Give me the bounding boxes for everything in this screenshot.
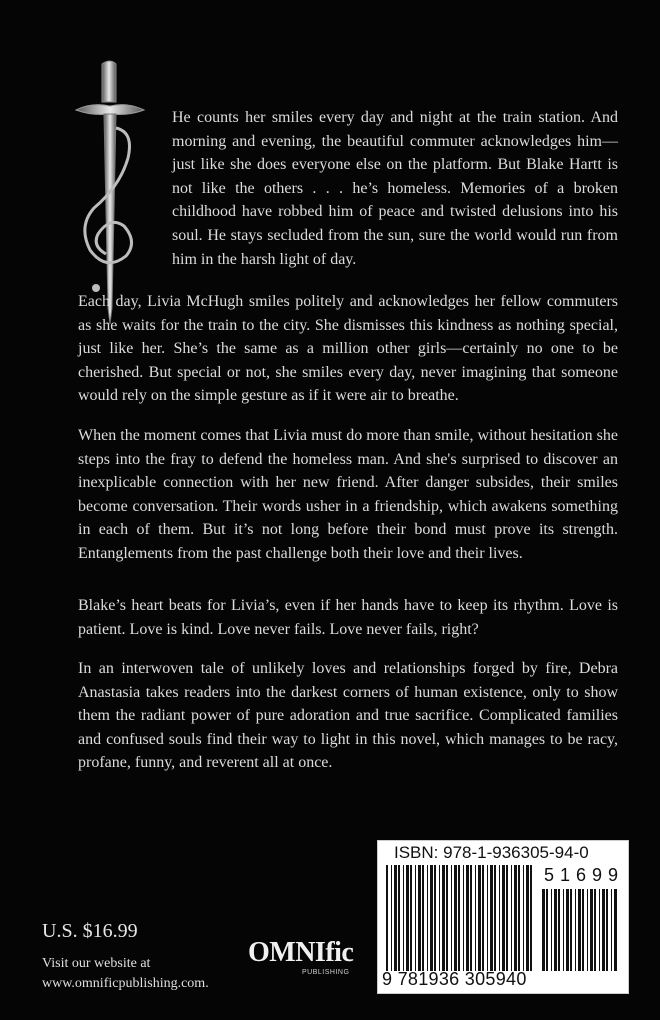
publisher-logo [248,937,372,991]
ean-barcode-bars [386,865,536,971]
description-paragraph-1: He counts her smiles every day and night at the train station. And morning and evening, the beautiful commuter acknowledges him—just like she does everyone else on the platform. But Blake Hartt is not like the others . . . he’s homeless. Memories of a broken childhood have robbed him of peace and twisted delusions into his soul. He stays secluded from the sun, sure the world would run from him in the harsh light of day. [172,109,618,268]
isbn-barcode [377,840,629,994]
description-paragraph-4: Blake’s heart beats for Livia’s, even if her hands have to keep its rhythm. Love is patient. Love is kind. Love never fails. Love never fails, right? [78,597,618,638]
website-info [42,954,209,994]
ean-digits: 9 781936 305940 [382,969,527,989]
description-paragraph-2: Each day, Livia McHugh smiles politely and acknowledges her fellow commuters as she waits for the train to the city. She dismisses this kindness as nothing special, just like her. She’s the same as a million other girls—certainly no one to be cherished. But special or not, she smiles every day, never imagining that someone would rely on the simple gesture as if it were air to breathe. [78,293,618,405]
addon-barcode-bars [542,889,618,971]
isbn-label: ISBN: 978-1-936305-94-0 [394,843,589,862]
description-paragraph-3: When the moment comes that Livia must do more than smile, without hesitation she steps into the fray to defend the homeless man. And she's surprised to discover an inexplicable connection with her new friend. After danger subsides, their smiles become conversation. Their words usher in a friendship, which awakens something in each of them. But it’s not long before their bond must prove its strength. Entanglements from the past challenge both their love and their lives. [78,427,618,562]
website-url[interactable]: www.omnificpublishing.com. [42,976,209,991]
visit-line-1: Visit our website at [42,956,151,971]
publisher-logo-sub: PUBLISHING [302,969,350,976]
publisher-logo-text: OMNIfic [248,937,354,968]
price-code: 51699 [544,865,625,885]
retail-price: U.S. $16.99 [42,920,138,942]
description-paragraph-5: In an interwoven tale of unlikely loves and relationships forged by fire, Debra Anastasia takes readers into the darkest corners of human existence, only to show them the radiant power of pure adoration and true sacrifice. Complicated families and confused souls find their way to light in this novel, which manages to be racy, profane, funny, and reverent all at once. [78,660,618,772]
